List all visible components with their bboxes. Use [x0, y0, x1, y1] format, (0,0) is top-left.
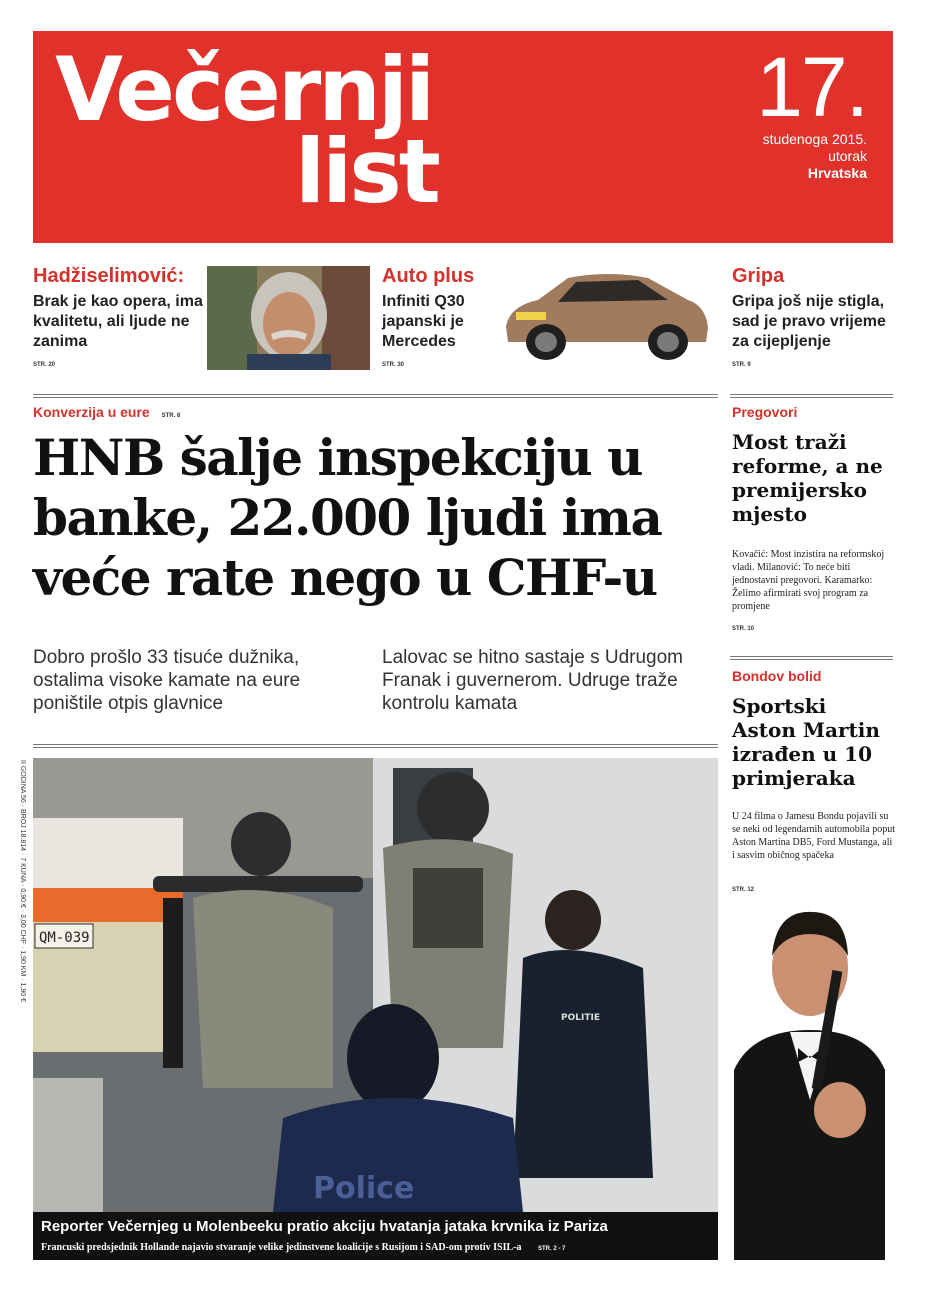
- issue-date: [756, 40, 867, 182]
- masthead: [33, 31, 893, 243]
- politie-vest-text: POLITIE: [561, 1013, 600, 1023]
- issue-edition: Hrvatska: [807, 165, 867, 181]
- teaser-kicker: Hadžiselimović:: [33, 265, 185, 287]
- newspaper-logo[interactable]: [55, 38, 438, 223]
- side1-body: Kovačić: Most inzistira na reformskoj vladi. Milanović: To neće biti jednostavni pregovori. Karamarko: Želimo afirmirati svoj program za promjene: [732, 549, 885, 612]
- teaser-kicker: Gripa: [732, 265, 785, 287]
- side1-kicker: Pregovori: [732, 404, 798, 420]
- lead-kicker-text: Konverzija u eure: [33, 404, 150, 420]
- main-news-photo[interactable]: [33, 758, 718, 1212]
- teaser-page-ref: STR. 30: [382, 362, 405, 368]
- teaser-page-ref: STR. 20: [33, 362, 56, 368]
- car-illustration: [498, 266, 713, 366]
- side2-body: U 24 filma o Jamesu Bondu pojavili su se neki od legendarnih automobila poput Aston Martina DB5, Ford Mustanga, ali i sasvim običnog spačeka: [732, 811, 896, 861]
- teaser-page-ref: STR. 9: [732, 362, 751, 368]
- issue-month-year: studenoga 2015.: [762, 131, 867, 147]
- logo-line-2: list: [295, 120, 438, 223]
- issue-weekday: utorak: [828, 148, 867, 164]
- side2-page-ref: STR. 12: [732, 887, 755, 893]
- side2-headline[interactable]: Sportski Aston Martin izrađen u 10 primjeraka: [732, 694, 880, 790]
- teaser-hadziselimovic[interactable]: [33, 264, 203, 352]
- section-divider: [33, 744, 718, 748]
- lead-deck-right: Lalovac se hitno sastaje s Udrugom Franak i guvernerom. Udruge traže kontrolu kamata: [382, 647, 683, 714]
- teaser-auto-plus[interactable]: [382, 264, 502, 352]
- photo-caption-subtitle-text: Francuski predsjednik Hollande najavio stvaranje velike jedinstvene koalicije s Rusijom i SAD-om protiv ISIL-a: [41, 1242, 522, 1253]
- price-strip: II GODINA 56 · BROJ 18.814 · 7 KUNA · 0,90 € · 3,00 CHF · 1,90 KM · 1,90 €: [19, 760, 26, 1002]
- teaser-kicker: Auto plus: [382, 265, 475, 287]
- bond-photo[interactable]: [732, 900, 887, 1260]
- teaser-text: Gripa još nije stigla, sad je pravo vrijeme za cijepljenje: [732, 293, 886, 350]
- photo-caption-bar[interactable]: [33, 1212, 718, 1260]
- logo-line-1: Večernji: [55, 38, 433, 141]
- side1-page-ref: STR. 10: [732, 626, 755, 632]
- photo-caption-title: Reporter Večernjeg u Molenbeeku pratio akciju hvatanja jataka krvnika iz Pariza: [41, 1218, 608, 1235]
- issue-day: 17.: [756, 40, 867, 134]
- portrait-photo[interactable]: [207, 266, 370, 370]
- police-back-text: Police: [313, 1171, 415, 1206]
- lead-kicker: [33, 404, 180, 420]
- lead-headline[interactable]: HNB šalje inspekciju u banke, 22.000 ljudi ima veće rate nego u CHF-u: [33, 428, 662, 607]
- side1-headline[interactable]: Most traži reforme, a ne premijersko mjesto: [732, 430, 883, 526]
- van-plate-text: QM-039: [39, 930, 90, 946]
- teaser-text: Brak je kao opera, ima kvalitetu, ali ljude ne zanima: [33, 293, 203, 350]
- teaser-gripa[interactable]: [732, 264, 897, 352]
- bond-illustration: [732, 900, 887, 1260]
- car-photo[interactable]: [498, 266, 713, 366]
- lead-page-ref: STR. 8: [161, 413, 181, 419]
- section-divider: [730, 656, 893, 660]
- lead-deck-left: Dobro prošlo 33 tisuće dužnika, ostalima visoke kamate na eure poništile otpis glavnice: [33, 647, 301, 714]
- side2-kicker: Bondov bolid: [732, 668, 822, 684]
- section-divider: [33, 394, 718, 398]
- photo-caption-subtitle: [41, 1241, 565, 1256]
- photo-caption-page-ref: STR. 2 - 7: [538, 1246, 566, 1252]
- police-raid-illustration: [33, 758, 718, 1212]
- teaser-text: Infiniti Q30 japanski je Mercedes: [382, 293, 465, 350]
- section-divider: [730, 394, 893, 398]
- portrait-illustration: [207, 266, 370, 370]
